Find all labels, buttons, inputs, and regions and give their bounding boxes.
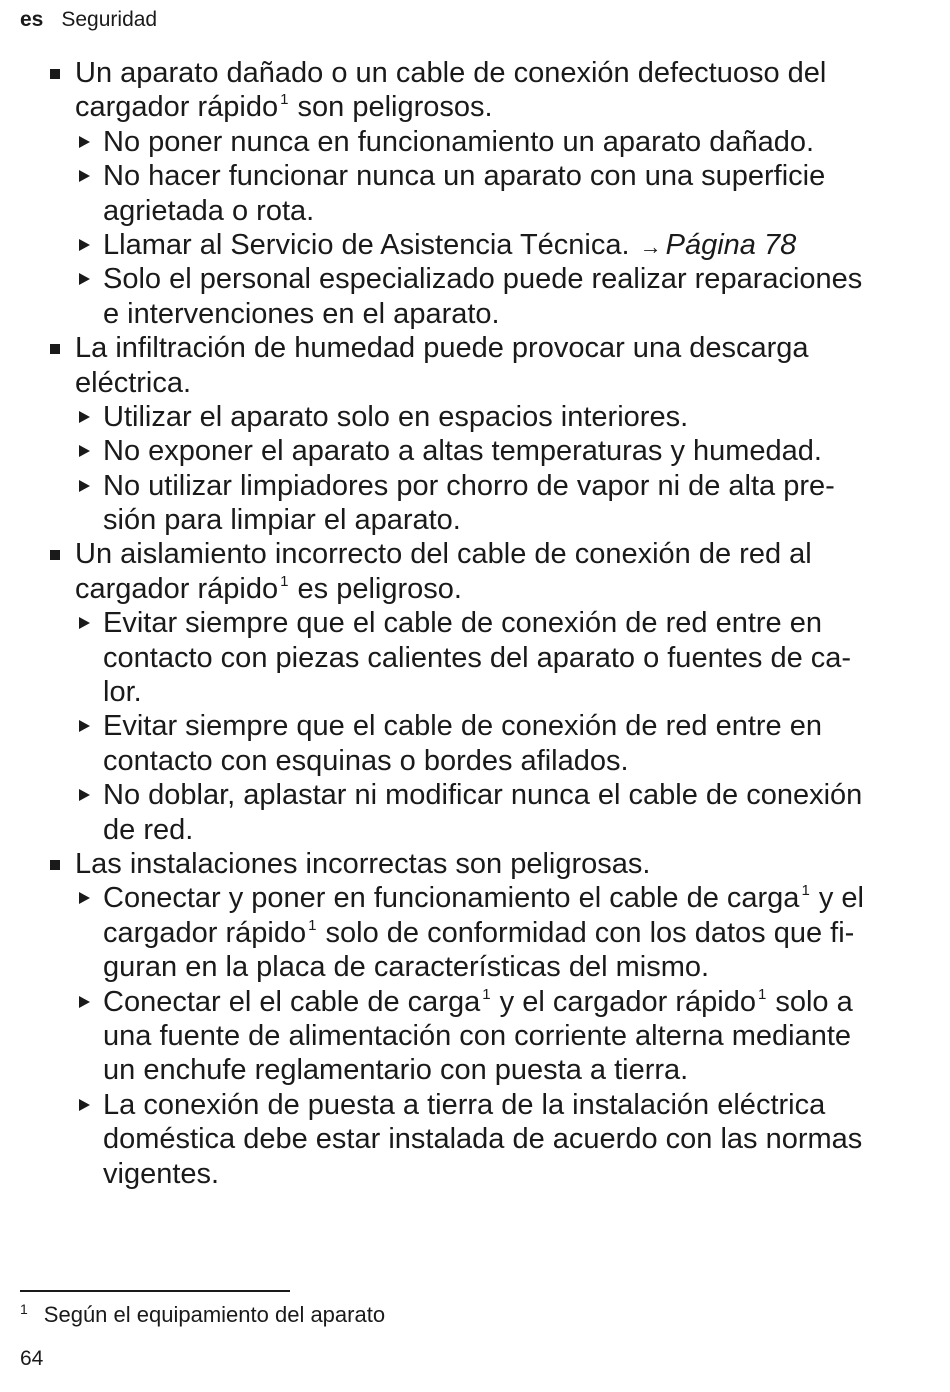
safety-content: [0, 56, 950, 1191]
sub-item: Conectar el el cable de carga $^1$ y el cargador rápido $^1$ solo a: [0, 985, 950, 1019]
sub-item: No hacer funcionar nunca un aparato con una superficie: [0, 159, 950, 193]
triangle-bullet-icon: [79, 996, 90, 1008]
text-line: cargador rápido $^1$ solo de conformidad con los datos que fi-: [103, 916, 855, 949]
sub-item: No doblar, aplastar ni modificar nunca el cable de conexión: [0, 778, 950, 812]
text-line: doméstica debe estar instalada de acuerdo con las normas: [103, 1123, 863, 1156]
sub-item: No exponer el aparato a altas temperaturas y humedad.: [0, 434, 950, 468]
sub-item: Evitar siempre que el cable de conexión de red entre en: [0, 606, 950, 640]
footnote-number: 1: [20, 1301, 28, 1317]
text-line: contacto con esquinas o bordes afilados.: [103, 744, 629, 777]
text-line: cargador rápido $^1$ es peligroso.: [75, 572, 462, 605]
footnote-ref: 1: [757, 985, 767, 1003]
triangle-bullet-icon: [79, 239, 90, 251]
text-line: cargador rápido $^1$ son peligrosos.: [75, 91, 493, 124]
text-line: sión para limpiar el aparato.: [103, 504, 461, 537]
text-line: contacto con piezas calientes del aparato o fuentes de ca-: [103, 641, 852, 674]
square-bullet-icon: [50, 860, 60, 870]
text-line: e intervenciones en el aparato.: [103, 297, 500, 330]
footnote: [20, 1301, 385, 1331]
language-code: es: [20, 8, 44, 31]
triangle-bullet-icon: [79, 892, 90, 904]
triangle-bullet-icon: [79, 170, 90, 182]
bullet-item: Las instalaciones incorrectas son peligrosas.: [0, 847, 950, 881]
text-line: agrietada o rota.: [103, 194, 315, 227]
bullet-item: Un aparato dañado o un cable de conexión defectuoso del: [0, 56, 950, 90]
sub-item: Evitar siempre que el cable de conexión de red entre en: [0, 709, 950, 743]
sub-item: No poner nunca en funcionamiento un aparato dañado.: [0, 125, 950, 159]
square-bullet-icon: [50, 69, 60, 79]
triangle-bullet-icon: [79, 273, 90, 285]
sub-item: No utilizar limpiadores por chorro de vapor ni de alta pre-: [0, 469, 950, 503]
sub-item: Utilizar el aparato solo en espacios interiores.: [0, 400, 950, 434]
footnote-ref: 1: [280, 572, 289, 590]
triangle-bullet-icon: [79, 617, 90, 629]
triangle-bullet-icon: [79, 789, 90, 801]
footnote-text: Según el equipamiento del aparato: [43, 1302, 386, 1327]
triangle-bullet-icon: [79, 445, 90, 457]
footnote-ref: 1: [482, 985, 491, 1003]
bullet-item: La infiltración de humedad puede provocar una descarga: [0, 331, 950, 365]
triangle-bullet-icon: [79, 136, 90, 148]
bullet-item: Un aislamiento incorrecto del cable de conexión de red al: [0, 537, 950, 571]
page-number: 64: [20, 1347, 44, 1370]
triangle-bullet-icon: [79, 411, 90, 423]
text-line: vigentes.: [103, 1157, 220, 1190]
sub-item: La conexión de puesta a tierra de la instalación eléctrica: [0, 1088, 950, 1122]
footnote-ref: 1: [280, 91, 289, 109]
square-bullet-icon: [50, 550, 60, 560]
text-line: lor.: [103, 676, 142, 709]
text-line: un enchufe reglamentario con puesta a tierra.: [103, 1054, 689, 1087]
triangle-bullet-icon: [79, 1099, 90, 1111]
footnote-ref: 1: [308, 916, 317, 934]
text-line: de red.: [103, 813, 194, 846]
footnote-divider: [20, 1290, 290, 1292]
square-bullet-icon: [50, 344, 60, 354]
page-reference-link[interactable]: Página 78: [665, 228, 797, 261]
footnote-ref: 1: [801, 882, 810, 900]
text-line: eléctrica.: [75, 366, 192, 399]
sub-item: Conectar y poner en funcionamiento el cable de carga $^1$ y el: [0, 881, 950, 915]
triangle-bullet-icon: [79, 720, 90, 732]
section-title: Seguridad: [61, 8, 158, 31]
text-line: una fuente de alimentación con corriente alterna mediante: [103, 1019, 852, 1052]
sub-item: Solo el personal especializado puede realizar reparaciones: [0, 262, 950, 296]
arrow-right-icon: →: [639, 233, 662, 259]
sub-item: Llamar al Servicio de Asistencia Técnica. → Página 78: [0, 228, 950, 262]
page-header: [20, 7, 157, 33]
triangle-bullet-icon: [79, 480, 90, 492]
text-line: guran en la placa de características del mismo.: [103, 951, 710, 984]
